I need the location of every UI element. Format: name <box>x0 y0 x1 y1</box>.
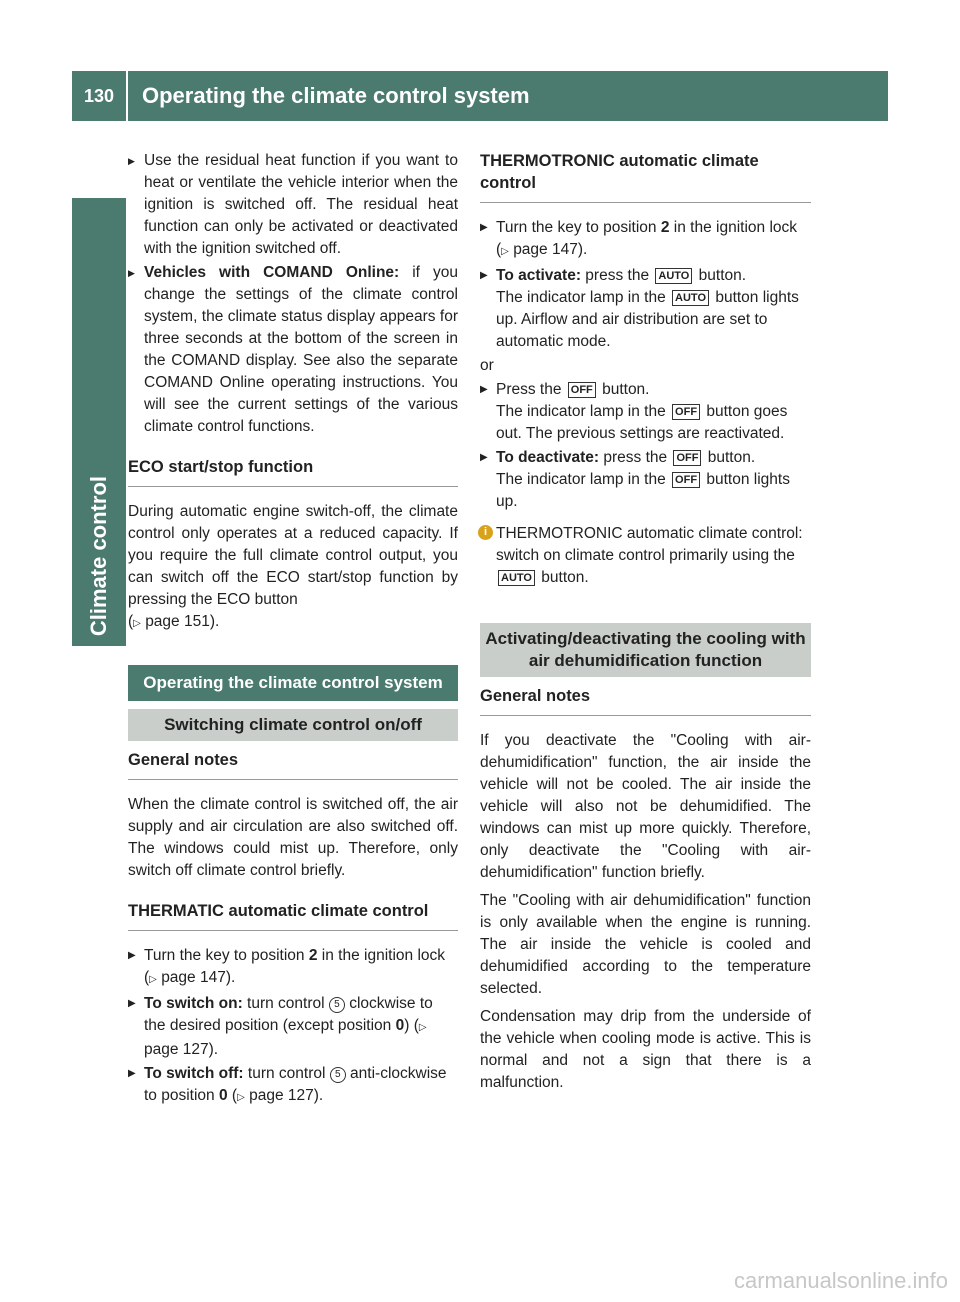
page-ref[interactable]: page 147). <box>513 241 588 258</box>
bullet-text: Use the residual heat function if you want to heat or ventilate the vehicle interior when the ignition is switched off. The residual heat function can only be activated or deactivated with the ignition switched off. <box>144 152 458 257</box>
step-lead: To activate: <box>496 267 581 284</box>
step-text: Turn the key to position <box>496 219 661 236</box>
step-lead: To switch on: <box>144 995 243 1012</box>
right-column <box>480 150 811 1100</box>
off-key-icon: OFF <box>672 404 700 420</box>
cooling-paragraph-1: If you deactivate the "Cooling with air-dehumidification" function, the air inside the vehicle will not be cooled. The air inside the vehicle will also not be dehumidified. The windows can mist up more quickly. Therefore, only deactivate the "Cooling with air-dehumidification" function briefly. <box>480 732 811 881</box>
info-text: THERMOTRONIC automatic climate control: switch on climate control primarily using the <box>496 525 803 564</box>
step-text: button. <box>703 449 756 466</box>
step-text: button. <box>597 381 650 398</box>
general-notes-heading: General notes <box>480 685 811 716</box>
cooling-paragraph-3: Condensation may drip from the underside of the vehicle when cooling mode is active. This is normal and not a sign that there is a malfunction. <box>480 1008 811 1091</box>
thermatic-heading: THERMATIC automatic climate control <box>128 900 458 931</box>
step-text: in the ignition lock ( <box>496 219 798 258</box>
step-turn-key <box>128 945 458 991</box>
step-text: Turn the key to position <box>144 947 309 964</box>
general-notes-heading: General notes <box>128 749 458 780</box>
step-text: ) ( <box>404 1017 419 1034</box>
sub-band: Switching climate control on/off <box>128 709 458 741</box>
or-text: or <box>480 357 494 374</box>
control-number-icon: 5 <box>330 1067 346 1083</box>
auto-key-icon: AUTO <box>655 268 692 284</box>
bullet-lead: Vehicles with COMAND Online: <box>144 264 400 281</box>
step-activate <box>480 265 811 353</box>
step-press-off <box>480 379 811 445</box>
eco-heading: ECO start/stop function <box>128 456 458 487</box>
step-text: Press the <box>496 381 566 398</box>
step-text: press the <box>581 267 654 284</box>
step-text: ( <box>227 1087 238 1104</box>
step-text: The indicator lamp in the <box>496 403 671 420</box>
page-number: 130 <box>83 85 115 106</box>
cooling-paragraph-2: The "Cooling with air dehumidification" function is only available when the engine is running. The air inside the vehicle is cooled and dehumidified according to the temperature selected. <box>480 892 811 997</box>
auto-key-icon: AUTO <box>672 290 709 306</box>
step-text: button lights up. Airflow and air distribution are set to automatic mode. <box>496 289 799 350</box>
page-ref[interactable]: page 127). <box>144 1041 219 1058</box>
step-text: The indicator lamp in the <box>496 289 671 306</box>
position-value: 0 <box>395 1017 405 1034</box>
off-key-icon: OFF <box>568 382 596 398</box>
page-ref[interactable]: page 127). <box>249 1087 324 1104</box>
step-lead: To deactivate: <box>496 449 600 466</box>
left-column <box>128 150 458 1111</box>
step-text: button. <box>694 267 747 284</box>
step-text: The indicator lamp in the <box>496 471 671 488</box>
off-key-icon: OFF <box>673 450 701 466</box>
position-value: 2 <box>660 219 670 236</box>
position-value: 2 <box>308 947 318 964</box>
info-icon: i <box>478 525 493 540</box>
bullet-text: if you change the settings of the climate control system, the climate status display appears for three seconds at the bottom of the screen in the COMAND display. See also the separate COMAND Online operating instructions. You will see the current settings of the various climate control functions. <box>144 264 458 435</box>
step-switch-off <box>128 1063 458 1109</box>
page-ref-arrow-icon: ▷ <box>237 1092 245 1103</box>
off-key-icon: OFF <box>672 472 700 488</box>
section-band: Operating the climate control system <box>128 665 458 701</box>
auto-key-icon: AUTO <box>498 570 535 586</box>
side-tab-label-wrap <box>72 198 126 646</box>
step-text: clockwise to the desired position (except position <box>144 995 433 1034</box>
side-tab-label: Climate control <box>86 475 111 636</box>
step-text: turn control <box>242 995 329 1012</box>
step-deactivate <box>480 447 811 513</box>
step-lead: To switch off: <box>144 1065 244 1082</box>
step-text: press the <box>599 449 672 466</box>
bullet-comand <box>128 262 458 438</box>
header-title: Operating the climate control system <box>142 83 530 108</box>
step-text: turn control <box>243 1065 330 1082</box>
eco-page-ref[interactable]: page 151). <box>145 613 220 630</box>
bullet-residual-heat <box>128 150 458 260</box>
step-turn-key <box>480 217 811 263</box>
info-text: button. <box>536 569 589 586</box>
step-text: in the ignition lock ( <box>144 947 446 986</box>
page-ref[interactable]: page 147). <box>161 969 236 986</box>
step-text: button goes out. The previous settings are reactivated. <box>496 403 788 442</box>
page-ref-arrow-icon: ▷ <box>418 1022 427 1033</box>
watermark: carmanualsonline.info <box>733 1268 948 1293</box>
cooling-band: Activating/deactivating the cooling with air dehumidification function <box>480 623 811 677</box>
page-ref-arrow-icon: ▷ <box>501 246 509 257</box>
step-text: button lights up. <box>496 471 790 510</box>
page-header <box>72 71 888 121</box>
step-switch-on <box>128 993 458 1061</box>
step-text: anti-clockwise to position <box>144 1065 447 1104</box>
general-notes-text: When the climate control is switched off, the air supply and air circulation are also switched off. The windows could mist up. Therefore, only switch off climate control briefly. <box>128 796 458 879</box>
page-ref-arrow-icon: ▷ <box>133 618 141 629</box>
control-number-icon: 5 <box>329 997 345 1013</box>
eco-paragraph: During automatic engine switch-off, the climate control only operates at a reduced capacity. If you require the full climate control output, you can switch off the ECO start/stop function by pressing the ECO button (▷ page 151). <box>128 503 458 630</box>
thermotronic-heading: THERMOTRONIC automatic climate control <box>480 150 811 203</box>
info-note <box>480 523 811 589</box>
eco-text: During automatic engine switch-off, the climate control only operates at a reduced capacity. If you require the full climate control output, you can switch off the ECO start/stop function by pressing the ECO button <box>128 503 458 608</box>
position-value: 0 <box>218 1087 228 1104</box>
page-ref-arrow-icon: ▷ <box>149 974 157 985</box>
